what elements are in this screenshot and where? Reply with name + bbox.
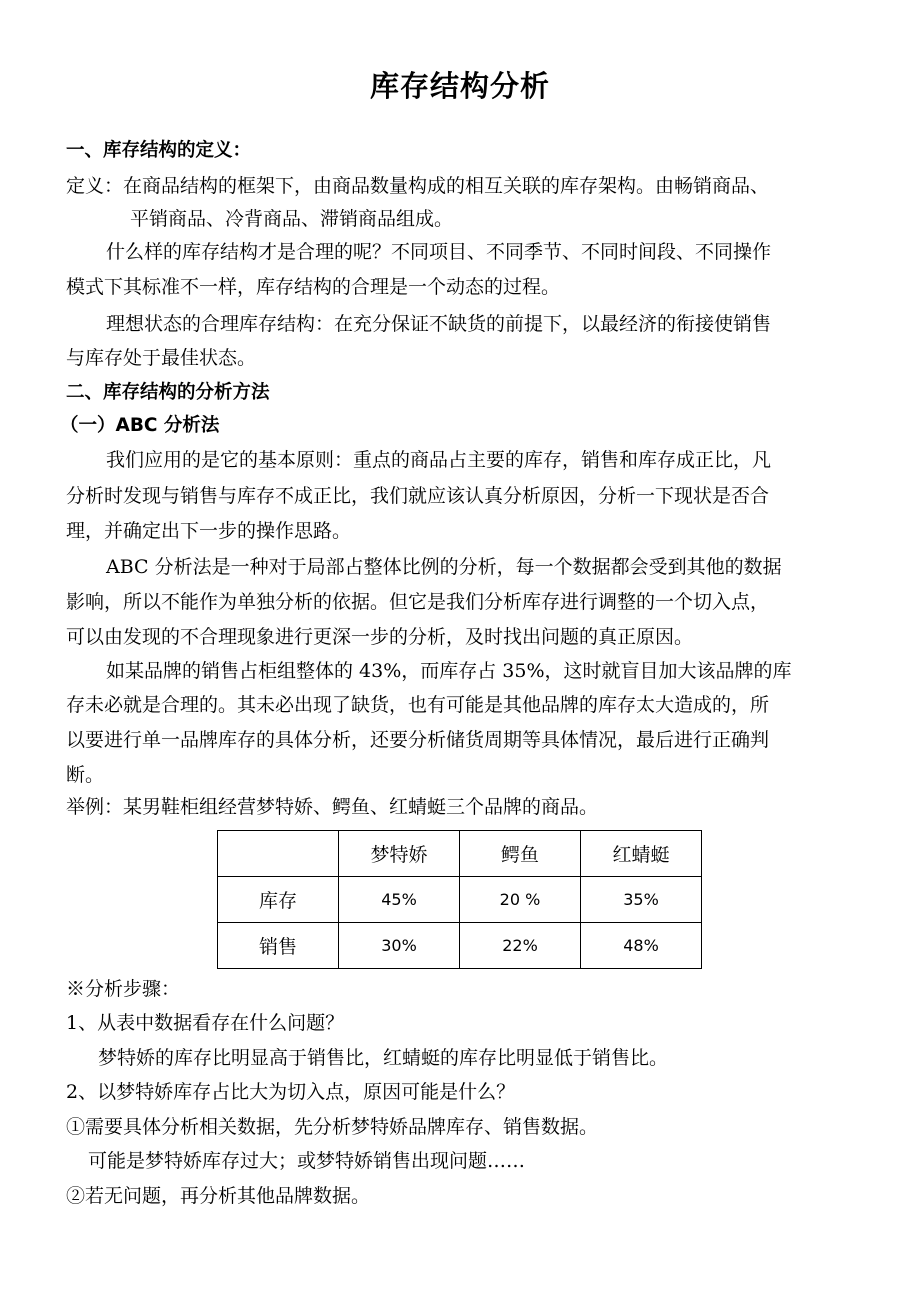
paragraph-5-line-2: 存未必就是合理的。其未必出现了缺货，也有可能是其他品牌的库存太大造成的，所 — [66, 694, 770, 716]
table-cell: 48% — [581, 923, 702, 969]
definition-line-2: 平销商品、冷背商品、滞销商品组成。 — [130, 208, 454, 230]
table-header-cell: 鳄鱼 — [460, 831, 581, 877]
table-header-cell: 红蜻蜓 — [581, 831, 702, 877]
step-2-item-a-note: 可能是梦特娇库存过大；或梦特娇销售出现问题…… — [88, 1150, 526, 1172]
section-heading-methods: 二、库存结构的分析方法 — [66, 382, 270, 403]
step-1-answer: 梦特娇的库存比明显高于销售比，红蜻蜓的库存比明显低于销售比。 — [98, 1047, 669, 1069]
table-row-label: 销售 — [218, 923, 339, 969]
page-title: 库存结构分析 — [369, 69, 550, 103]
table-header-cell: 梦特娇 — [339, 831, 460, 877]
table-cell: 22% — [460, 923, 581, 969]
paragraph-5-line-3: 以要进行单一品牌库存的具体分析，还要分析储货周期等具体情况，最后进行正确判 — [66, 729, 770, 751]
paragraph-5-line-1: 如某品牌的销售占柜组整体的 43%，而库存占 35%，这时就盲目加大该品牌的库 — [106, 660, 792, 682]
steps-heading: ※分析步骤： — [66, 978, 181, 1000]
example-line: 举例：某男鞋柜组经营梦特娇、鳄鱼、红蜻蜓三个品牌的商品。 — [66, 796, 599, 818]
subsection-heading-abc: （一）ABC 分析法 — [60, 415, 220, 436]
table-cell: 35% — [581, 877, 702, 923]
step-2: 2、以梦特娇库存占比大为切入点，原因可能是什么？ — [66, 1081, 516, 1103]
paragraph-1-line-2: 模式下其标准不一样，库存结构的合理是一个动态的过程。 — [66, 276, 561, 298]
paragraph-4-line-1: ABC 分析法是一种对于局部占整体比例的分析，每一个数据都会受到其他的数据 — [106, 556, 782, 578]
paragraph-3-line-3: 理，并确定出下一步的操作思路。 — [66, 520, 352, 542]
table-row — [218, 877, 702, 923]
paragraph-2-line-2: 与库存处于最佳状态。 — [66, 347, 257, 369]
paragraph-3-line-1: 我们应用的是它的基本原则：重点的商品占主要的库存，销售和库存成正比，凡 — [106, 449, 772, 471]
step-2-item-a: ①需要具体分析相关数据，先分析梦特娇品牌库存、销售数据。 — [66, 1116, 599, 1138]
paragraph-1-line-1: 什么样的库存结构才是合理的呢？不同项目、不同季节、不同时间段、不同操作 — [106, 241, 772, 263]
paragraph-3-line-2: 分析时发现与销售与库存不成正比，我们就应该认真分析原因，分析一下现状是否合 — [66, 485, 770, 507]
table-header-cell — [218, 831, 339, 877]
table-cell: 30% — [339, 923, 460, 969]
step-2-item-b: ②若无问题，再分析其他品牌数据。 — [66, 1185, 371, 1207]
table-header-row — [218, 831, 702, 877]
brand-share-table — [217, 830, 702, 969]
step-1: 1、从表中数据看存在什么问题？ — [66, 1012, 345, 1034]
paragraph-2-line-1: 理想状态的合理库存结构：在充分保证不缺货的前提下，以最经济的衔接使销售 — [106, 313, 772, 335]
table-row-label: 库存 — [218, 877, 339, 923]
paragraph-4-line-2: 影响，所以不能作为单独分析的依据。但它是我们分析库存进行调整的一个切入点， — [66, 591, 770, 613]
table-cell: 20 % — [460, 877, 581, 923]
paragraph-4-line-3: 可以由发现的不合理现象进行更深一步的分析，及时找出问题的真正原因。 — [66, 626, 694, 648]
table-row — [218, 923, 702, 969]
section-heading-definition: 一、库存结构的定义： — [66, 140, 252, 161]
paragraph-5-line-4: 断。 — [66, 764, 105, 786]
table-cell: 45% — [339, 877, 460, 923]
definition-line-1: 定义：在商品结构的框架下，由商品数量构成的相互关联的库存架构。由畅销商品、 — [66, 175, 770, 197]
